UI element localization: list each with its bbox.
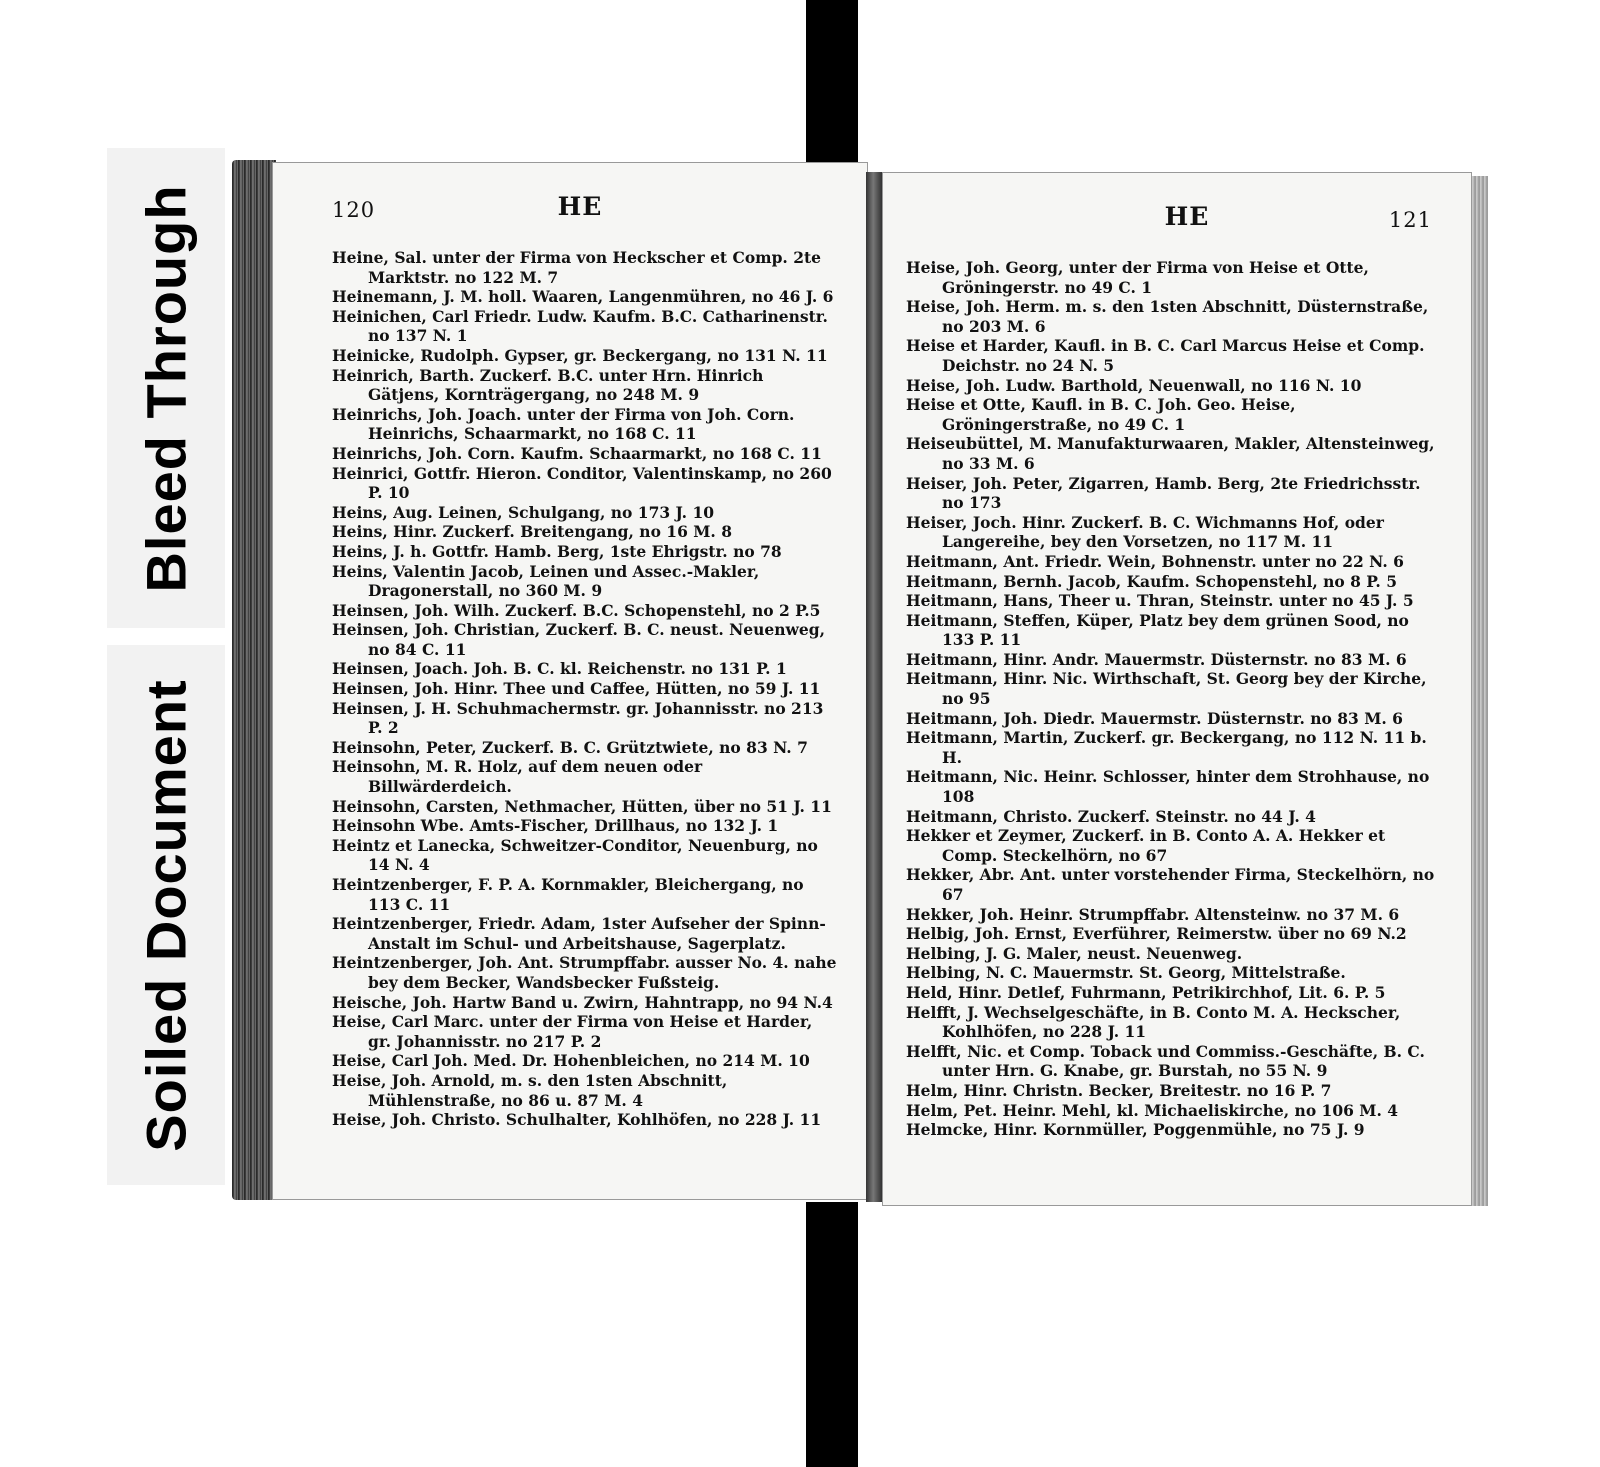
directory-entry: Helbing, N. C. Mauermstr. St. Georg, Mittelstraße. [906, 963, 1346, 983]
directory-entry: Heinsohn Wbe. Amts-Fischer, Drillhaus, no 132 J. 1 [332, 816, 779, 836]
directory-entry: Heitmann, Hinr. Nic. Wirthschaft, St. Georg bey der Kirche, no 95 [906, 669, 1427, 709]
directory-entry: Heinichen, Carl Friedr. Ludw. Kaufm. B.C. Catharinenstr. no 137 N. 1 [332, 306, 828, 346]
directory-entry: Heintzenberger, F. P. A. Kornmakler, Bleichergang, no 113 C. 11 [332, 875, 804, 914]
directory-entry: Heinsen, Joh. Hinr. Thee und Caffee, Hütten, no 59 J. 11 [332, 679, 821, 699]
directory-entry: Heitmann, Ant. Friedr. Wein, Bohnenstr. unter no 22 N. 6 [906, 551, 1404, 571]
left-page [272, 162, 868, 1200]
directory-entry: Heitmann, Martin, Zuckerf. gr. Beckergang, no 112 N. 11 b. H. [906, 728, 1427, 767]
directory-entry: Heinrichs, Joh. Corn. Kaufm. Schaarmarkt, no 168 C. 11 [332, 443, 822, 463]
right-page [882, 172, 1472, 1206]
directory-entry: Heise, Joh. Ludw. Barthold, Neuenwall, no 116 N. 10 [906, 375, 1362, 395]
soiled-document-label [107, 645, 225, 1185]
right-page-section-heading: HE [1164, 202, 1210, 231]
directory-entry: Heinemann, J. M. holl. Waaren, Langenmühren, no 46 J. 6 [332, 287, 834, 307]
directory-entry: Helm, Pet. Heinr. Mehl, kl. Michaeliskirche, no 106 M. 4 [906, 1100, 1399, 1120]
left-page-number: 120 [332, 198, 376, 222]
binding-tab-top [806, 0, 858, 172]
soiled-document-text: Soiled Document [134, 678, 198, 1152]
directory-entry: Heinsohn, Peter, Zuckerf. B. C. Grütztwiete, no 83 N. 7 [332, 737, 808, 757]
directory-entry: Heise, Joh. Georg, unter der Firma von Heise et Otte, Gröningerstr. no 49 C. 1 [906, 258, 1369, 297]
directory-entry: Heise, Carl Marc. unter der Firma von Heise et Harder, gr. Johannisstr. no 217 P. 2 [332, 1012, 813, 1051]
directory-entry: Helfft, J. Wechselgeschäfte, in B. Conto M. A. Heckscher, Kohlhöfen, no 228 J. 11 [906, 1002, 1401, 1042]
directory-entry: Heins, Aug. Leinen, Schulgang, no 173 J. 10 [332, 502, 715, 522]
directory-entry: Heintzenberger, Joh. Ant. Strumpffabr. ausser No. 4. nahe bey dem Becker, Wandsbecker Fußsteig. [332, 953, 837, 992]
directory-entry: Heiser, Joch. Hinr. Zuckerf. B. C. Wichmanns Hof, oder Langereihe, bey den Vorsetzen, no 117 M. 11 [906, 512, 1384, 552]
directory-entry: Heinsen, J. H. Schuhmachermstr. gr. Johannisstr. no 213 P. 2 [332, 698, 824, 738]
left-page-entries [332, 248, 838, 1130]
directory-entry: Heinicke, Rudolph. Gypser, gr. Beckergang, no 131 N. 11 [332, 345, 828, 365]
directory-entry: Heitmann, Nic. Heinr. Schlosser, hinter dem Strohhause, no 108 [906, 767, 1430, 807]
directory-entry: Heins, Hinr. Zuckerf. Breitengang, no 16 M. 8 [332, 522, 733, 542]
directory-entry: Heinrich, Barth. Zuckerf. B.C. unter Hrn. Hinrich Gätjens, Kornträgergang, no 248 M. 9 [332, 365, 764, 405]
directory-entry: Helbig, Joh. Ernst, Everführer, Reimerstw. über no 69 N.2 [906, 924, 1407, 944]
directory-entry: Helmcke, Hinr. Kornmüller, Poggenmühle, no 75 J. 9 [906, 1120, 1365, 1140]
directory-entry: Heitmann, Christo. Zuckerf. Steinstr. no 44 J. 4 [906, 806, 1316, 826]
directory-entry: Heintzenberger, Friedr. Adam, 1ster Aufseher der Spinn-Anstalt im Schul- und Arbeitshause, Sagerplatz. [332, 914, 826, 953]
directory-entry: Heins, Valentin Jacob, Leinen und Assec.-Makler, Dragonerstall, no 360 M. 9 [332, 561, 760, 601]
directory-entry: Heinrici, Gottfr. Hieron. Conditor, Valentinskamp, no 260 P. 10 [332, 463, 832, 503]
directory-entry: Heins, J. h. Gottfr. Hamb. Berg, 1ste Ehrigstr. no 78 [332, 541, 782, 561]
directory-entry: Heinsohn, Carsten, Nethmacher, Hütten, über no 51 J. 11 [332, 796, 832, 816]
right-page-header [942, 202, 1432, 242]
directory-entry: Heinrichs, Joh. Joach. unter der Firma von Joh. Corn. Heinrichs, Schaarmarkt, no 168 C. 11 [332, 404, 795, 444]
directory-entry: Heintz et Lanecka, Schweitzer-Conditor, Neuenburg, no 14 N. 4 [332, 835, 818, 875]
directory-entry: Heiseubüttel, M. Manufakturwaaren, Makler, Altensteinweg, no 33 M. 6 [906, 434, 1435, 473]
directory-entry: Heiser, Joh. Peter, Zigarren, Hamb. Berg, 2te Friedrichsstr. no 173 [906, 473, 1421, 513]
directory-entry: Heise et Otte, Kaufl. in B. C. Joh. Geo. Heise, Gröningerstraße, no 49 C. 1 [906, 395, 1296, 434]
directory-entry: Heine, Sal. unter der Firma von Heckscher et Comp. 2te Marktstr. no 122 M. 7 [332, 248, 821, 287]
right-page-number: 121 [1388, 208, 1432, 232]
directory-entry: Helm, Hinr. Christn. Becker, Breitestr. no 16 P. 7 [906, 1080, 1332, 1100]
page-edge-stack-right [1470, 176, 1488, 1206]
left-page-header [332, 192, 828, 232]
directory-entry: Heitmann, Steffen, Küper, Platz bey dem grünen Sood, no 133 P. 11 [906, 610, 1409, 650]
directory-entry: Heise, Carl Joh. Med. Dr. Hohenbleichen, no 214 M. 10 [332, 1051, 810, 1071]
directory-entry: Helbing, J. G. Maler, neust. Neuenweg. [906, 943, 1243, 963]
directory-entry: Hekker et Zeymer, Zuckerf. in B. Conto A. A. Hekker et Comp. Steckelhörn, no 67 [906, 826, 1386, 865]
directory-entry: Helfft, Nic. et Comp. Toback und Commiss.-Geschäfte, B. C. unter Hrn. G. Knabe, gr. Burstah, no 55 N. 9 [906, 1041, 1425, 1081]
directory-entry: Hekker, Abr. Ant. unter vorstehender Firma, Steckelhörn, no 67 [906, 865, 1435, 904]
directory-entry: Heise, Joh. Christo. Schulhalter, Kohlhöfen, no 228 J. 11 [332, 1110, 822, 1130]
directory-entry: Heise, Joh. Arnold, m. s. den 1sten Abschnitt, Mühlenstraße, no 86 u. 87 M. 4 [332, 1070, 728, 1110]
directory-entry: Heische, Joh. Hartw Band u. Zwirn, Hahntrapp, no 94 N.4 [332, 992, 833, 1012]
directory-entry: Held, Hinr. Detlef, Fuhrmann, Petrikirchhof, Lit. 6. P. 5 [906, 982, 1386, 1002]
bleed-through-label [107, 148, 225, 628]
directory-entry: Heitmann, Hinr. Andr. Mauermstr. Düsternstr. no 83 M. 6 [906, 649, 1407, 669]
bleed-through-text: Bleed Through [134, 183, 198, 593]
binding-tab-bottom [806, 1202, 858, 1467]
directory-entry: Hekker, Joh. Heinr. Strumpffabr. Altensteinw. no 37 M. 6 [906, 904, 1400, 924]
directory-entry: Heinsen, Joach. Joh. B. C. kl. Reichenstr. no 131 P. 1 [332, 659, 787, 679]
directory-entry: Heise, Joh. Herm. m. s. den 1sten Abschnitt, Düsternstraße, no 203 M. 6 [906, 297, 1429, 336]
directory-entry: Heitmann, Bernh. Jacob, Kaufm. Schopenstehl, no 8 P. 5 [906, 571, 1397, 591]
directory-entry: Heitmann, Joh. Diedr. Mauermstr. Düsternstr. no 83 M. 6 [906, 708, 1403, 728]
directory-entry: Heitmann, Hans, Theer u. Thran, Steinstr. unter no 45 J. 5 [906, 591, 1414, 611]
right-page-entries [906, 258, 1436, 1140]
left-page-section-heading: HE [557, 192, 603, 221]
page-edge-stack-left [232, 160, 276, 1200]
directory-entry: Heise et Harder, Kaufl. in B. C. Carl Marcus Heise et Comp. Deichstr. no 24 N. 5 [906, 336, 1425, 375]
directory-entry: Heinsohn, M. R. Holz, auf dem neuen oder Billwärderdeich. [332, 757, 703, 797]
directory-entry: Heinsen, Joh. Wilh. Zuckerf. B.C. Schopenstehl, no 2 P.5 [332, 600, 821, 620]
directory-entry: Heinsen, Joh. Christian, Zuckerf. B. C. neust. Neuenweg, no 84 C. 11 [332, 620, 825, 659]
